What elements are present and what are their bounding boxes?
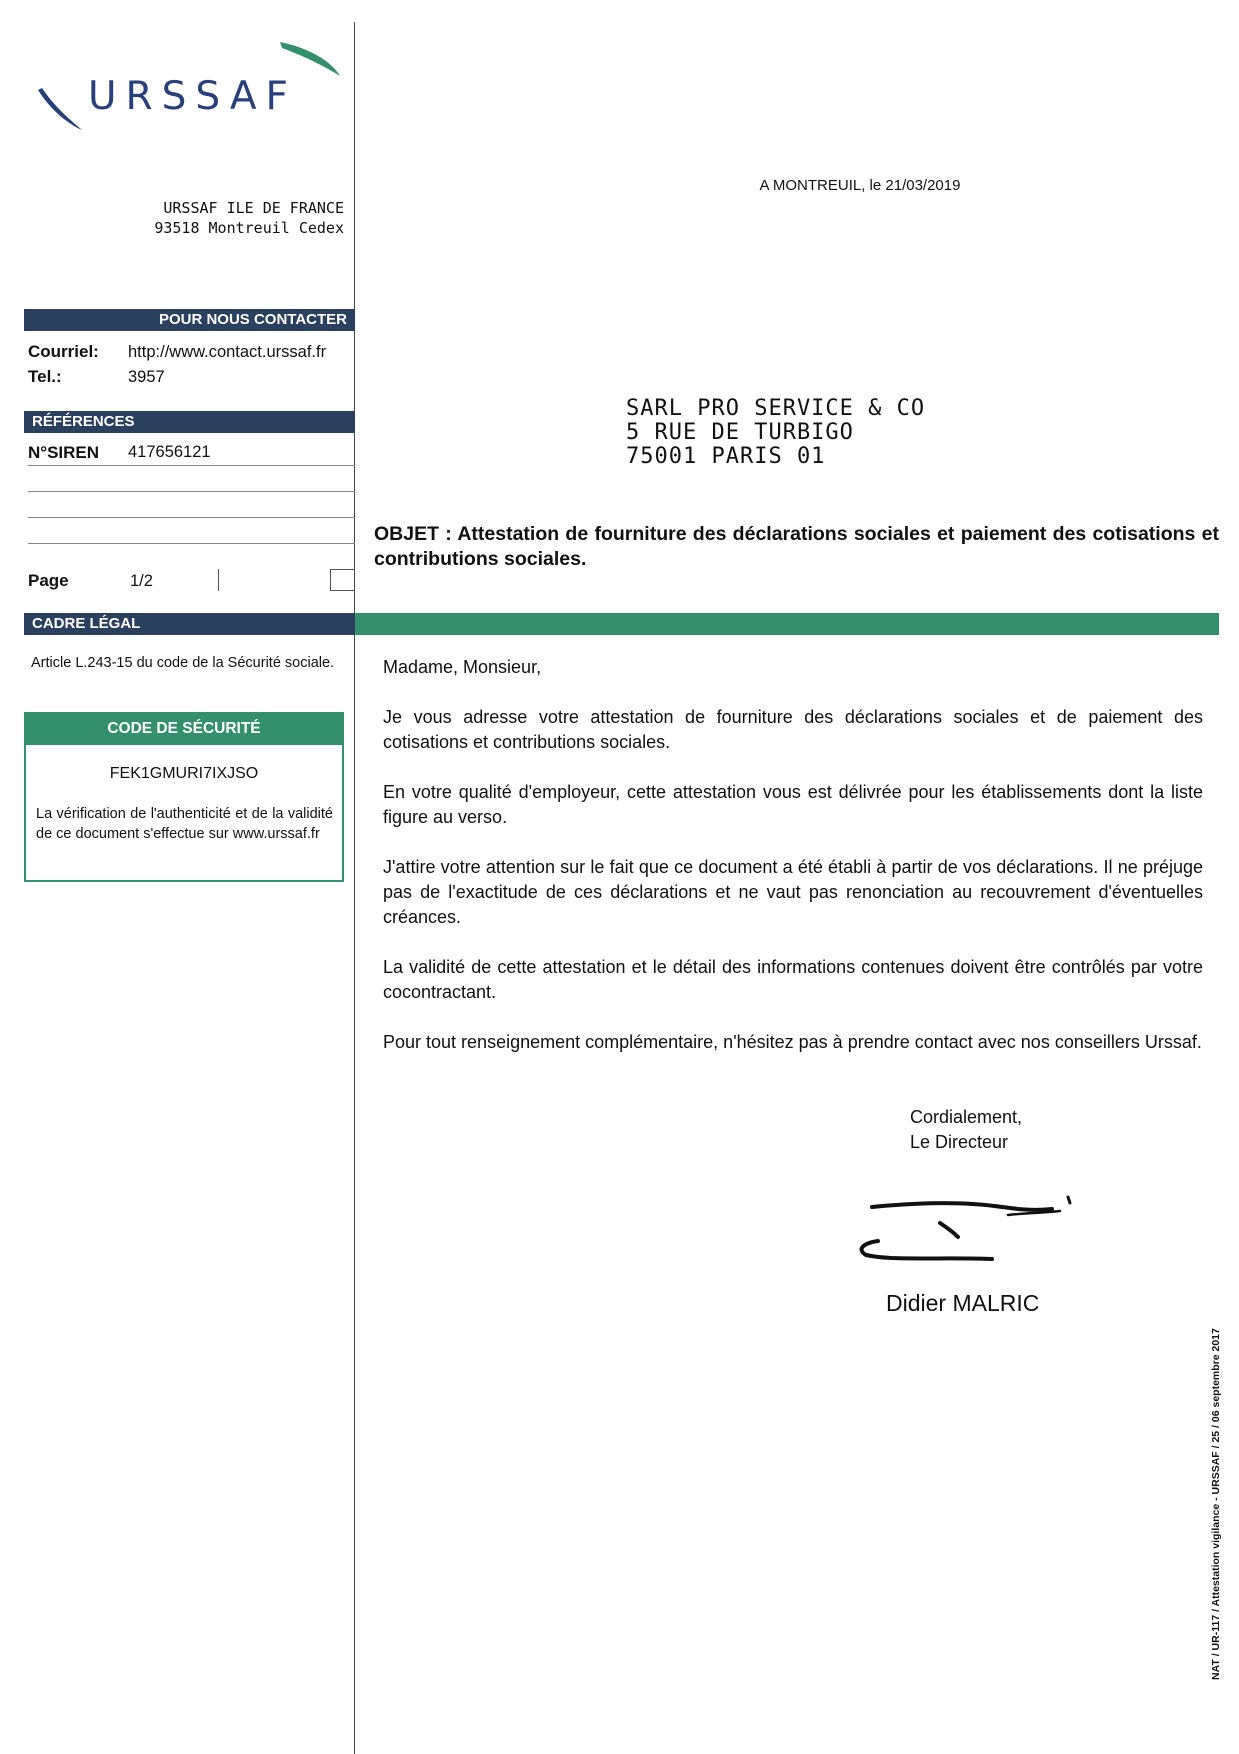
security-code: FEK1GMURI7IXJSO <box>109 765 259 782</box>
tel-value: 3957 <box>128 368 165 386</box>
reference-rule <box>28 517 355 518</box>
sender-line-1: URSSAF ILE DE FRANCE <box>163 199 344 217</box>
paragraph: J'attire votre attention sur le fait que ce document a été établi à partir de vos déclarations. Il ne préjuge pas de l'exactitude de ces déclarations et ne vaut pas renonciation au recouvrement d'éventuelles créances. <box>383 857 1203 927</box>
letter-subject: OBJET : Attestation de fourniture des déclarations sociales et paiement des cotisations et contributions sociales. <box>374 523 1219 570</box>
date-line: A MONTREUIL, le 21/03/2019 <box>759 177 961 194</box>
siren-value: 417656121 <box>128 443 211 461</box>
paragraph: Je vous adresse votre attestation de fourniture des déclarations sociales et de paiement des cotisations et contributions sociales. <box>383 707 1203 752</box>
closing-line-2: Le Directeur <box>910 1132 1009 1152</box>
references-header: RÉFÉRENCES <box>24 411 355 433</box>
page-label: Page <box>28 571 69 590</box>
siren-label: N°SIREN <box>28 443 100 462</box>
salutation: Madame, Monsieur, <box>383 657 542 677</box>
contact-header: POUR NOUS CONTACTER <box>24 309 355 331</box>
side-reference: NAT / UR-117 / Attestation vigilance - URSSAF / 25 / 06 septembre 2017 <box>1210 1328 1222 1680</box>
tel-label: Tel.: <box>28 367 62 386</box>
legal-text: Article L.243-15 du code de la Sécurité sociale. <box>31 655 335 671</box>
security-code-header: CODE DE SÉCURITÉ <box>24 712 344 745</box>
signer-name: Didier MALRIC <box>886 1290 1040 1316</box>
security-verification-text: La vérification de l'authenticité et de la validité de ce document s'effectue sur www.urssaf.fr <box>36 806 333 842</box>
recipient-line-2: 5 RUE DE TURBIGO <box>626 420 854 445</box>
legal-header: CADRE LÉGAL <box>24 613 355 635</box>
page-field-box <box>330 569 354 591</box>
letter-body <box>383 655 1203 1080</box>
page-value: 1/2 <box>130 572 153 590</box>
logo-text: URSSAF <box>88 74 297 119</box>
recipient-line-1: SARL PRO SERVICE & CO <box>626 396 926 421</box>
closing <box>910 1105 1022 1155</box>
recipient-address <box>626 397 925 469</box>
reference-rule <box>28 491 355 492</box>
vertical-divider <box>354 22 355 1754</box>
logo-blue-swoosh <box>38 88 82 130</box>
paragraph: En votre qualité d'employeur, cette attestation vous est délivrée pour les établissements dont la liste figure au verso. <box>383 782 1203 827</box>
courriel-link[interactable]: http://www.contact.urssaf.fr <box>128 343 327 361</box>
paragraph: La validité de cette attestation et le détail des informations contenues doivent être contrôlés par votre cocontractant. <box>383 957 1203 1002</box>
reference-rule <box>28 543 355 544</box>
handwritten-signature <box>842 1185 1092 1285</box>
page-field-divider <box>218 569 219 591</box>
logo-green-swoosh <box>280 42 340 76</box>
green-band <box>355 613 1219 635</box>
courriel-label: Courriel: <box>28 342 99 361</box>
paragraph: Pour tout renseignement complémentaire, n'hésitez pas à prendre contact avec nos conseillers Urssaf. <box>383 1032 1202 1052</box>
sender-address <box>40 198 344 238</box>
sender-line-2: 93518 Montreuil Cedex <box>154 219 344 237</box>
closing-line-1: Cordialement, <box>910 1107 1023 1127</box>
reference-rule <box>28 465 355 466</box>
recipient-line-3: 75001 PARIS 01 <box>626 444 826 469</box>
